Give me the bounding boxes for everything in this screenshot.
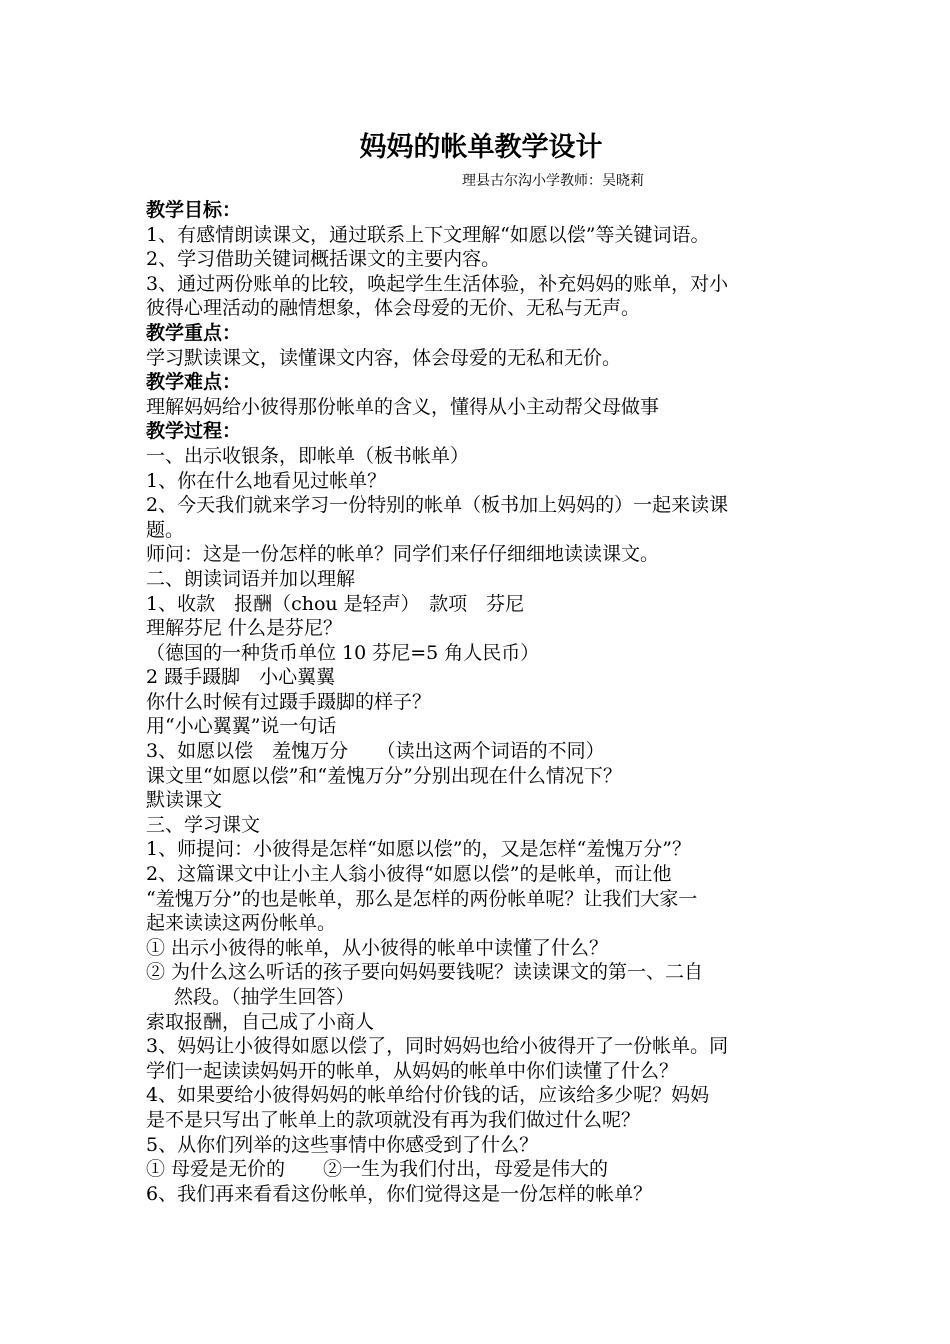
body-line: 2、今天我们就来学习一份特别的帐单（板书加上妈妈的）一起来读课 [146,494,729,517]
body-line: 用“小心翼翼”说一句话 [146,715,337,738]
body-line: 然段。（抽学生回答） [174,986,355,1008]
body-line: 你什么时候有过蹑手蹑脚的样子？ [146,690,432,713]
body-line: 二、朗读词语并加以理解 [146,567,356,590]
document-body [146,198,810,1206]
body-line: 3、妈妈让小彼得如愿以偿了，同时妈妈也给小彼得开了一份帐单。同 [146,1035,729,1058]
body-line: 一、出示收银条，即帐单（板书帐单） [146,444,470,467]
document-page [146,128,810,1206]
body-line: 课文里“如愿以偿”和“羞愧万分”分别出现在什么情况下？ [146,764,622,787]
section-heading: 教学目标： [146,199,242,221]
body-line: 索取报酬，自己成了小商人 [146,1010,375,1033]
section-heading: 教学过程： [146,420,242,443]
body-line: 3、如愿以偿 羞愧万分 （读出这两个词语的不同） [146,740,605,763]
body-line: ① 出示小彼得的帐单，从小彼得的帐单中读懂了什么？ [146,936,609,959]
body-line: ② 为什么这么听话的孩子要向妈妈要钱呢？读读课文的第一、二自 [146,961,704,984]
body-line: 起来读读这两份帐单。 [146,912,337,935]
document-title: 妈妈的帐单教学设计 [359,132,603,163]
body-line: 理解芬尼 什么是芬尼？ [146,617,343,640]
body-line: 4、如果要给小彼得妈妈的帐单给付价钱的话，应该给多少呢？妈妈 [146,1084,710,1107]
body-line: 理解妈妈给小彼得那份帐单的含义，懂得从小主动帮父母做事 [146,395,660,418]
body-line: 2 蹑手蹑脚 小心翼翼 [146,666,336,689]
body-line: 3、通过两份账单的比较，唤起学生生活体验，补充妈妈的账单，对小 [146,272,729,295]
section-heading: 教学难点： [146,371,242,394]
body-line: 彼得心理活动的融情想象，体会母爱的无价、无私与无声。 [146,297,641,320]
section-heading: 教学重点： [146,321,242,344]
body-line: 学习默读课文，读懂课文内容，体会母爱的无私和无价。 [146,346,622,369]
body-line: 6、我们再来看看这份帐单，你们觉得这是一份怎样的帐单？ [146,1182,653,1205]
body-line: 5、从你们列举的这些事情中你感受到了什么？ [146,1133,539,1156]
body-line: 是不是只写出了帐单上的款项就没有再为我们做过什么呢？ [146,1108,641,1131]
body-line: “羞愧万分”的也是帐单，那么是怎样的两份帐单呢？让我们大家一 [146,887,698,910]
body-line: 默读课文 [146,789,223,812]
body-line: 1、你在什么地看见过帐单？ [146,469,387,492]
body-line: 1、师提问：小彼得是怎样“如愿以偿”的，又是怎样“羞愧万分”？ [146,838,691,861]
body-line: 1、有感情朗读课文，通过联系上下文理解“如愿以偿”等关键词语。 [146,223,710,246]
body-line: 题。 [146,518,185,541]
body-line: 2、这篇课文中让小主人翁小彼得“如愿以偿”的是帐单，而让他 [146,863,672,886]
body-line: 学们一起读读妈妈开的帐单，从妈妈的帐单中你们读懂了什么？ [146,1059,679,1082]
body-line: 师问：这是一份怎样的帐单？同学们来仔仔细细地读读课文。 [146,543,660,566]
body-line: 三、学习课文 [146,813,261,836]
body-line: ① 母爱是无价的 ②一生为我们付出，母爱是伟大的 [146,1158,609,1181]
author-line: 理县古尔沟小学教师：吴晓莉 [462,173,644,189]
body-line: （德国的一种货币单位 10 芬尼=5 角人民币） [146,641,540,664]
body-line: 1、收款 报酬（chou 是轻声） 款项 芬尼 [146,592,525,615]
body-line: 2、学习借助关键词概括课文的主要内容。 [146,248,501,271]
